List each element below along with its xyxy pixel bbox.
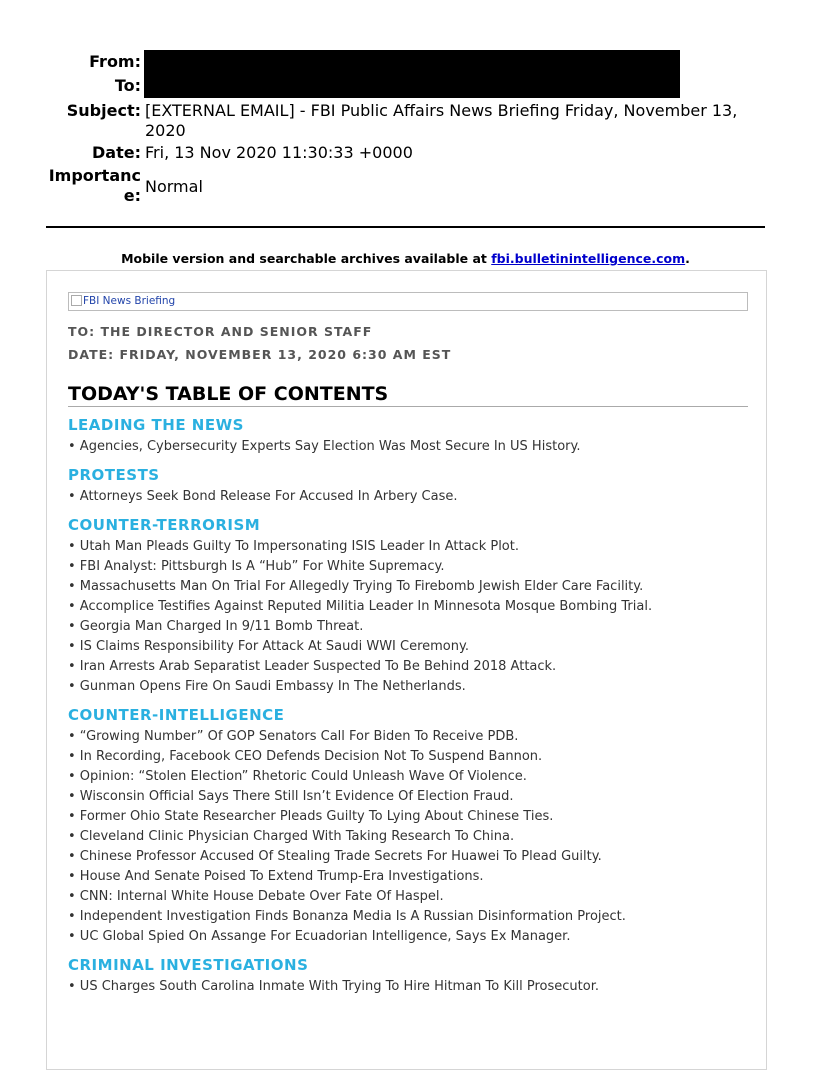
list-item[interactable]: • UC Global Spied On Assange For Ecuadorian Intelligence, Says Ex Manager. bbox=[68, 929, 571, 944]
importance-label-line2: e: bbox=[123, 186, 141, 205]
to-line: TO: THE DIRECTOR AND SENIOR STAFF bbox=[68, 324, 373, 339]
list-item[interactable]: • Attorneys Seek Bond Release For Accused In Arbery Case. bbox=[68, 489, 458, 504]
importance-label-line1: Importanc bbox=[48, 166, 141, 185]
section-protests[interactable]: PROTESTS bbox=[68, 466, 160, 484]
list-item[interactable]: • Independent Investigation Finds Bonanza Media Is A Russian Disinformation Project. bbox=[68, 909, 626, 924]
list-item[interactable]: • “Growing Number” Of GOP Senators Call For Biden To Receive PDB. bbox=[68, 729, 519, 744]
banner-alt-text: FBI News Briefing bbox=[83, 295, 176, 307]
mobile-period: . bbox=[685, 251, 690, 266]
broken-image-icon bbox=[71, 295, 82, 306]
date-line: DATE: FRIDAY, NOVEMBER 13, 2020 6:30 AM EST bbox=[68, 347, 452, 362]
list-item[interactable]: • Former Ohio State Researcher Pleads Guilty To Lying About Chinese Ties. bbox=[68, 809, 554, 824]
mobile-text: Mobile version and searchable archives available at bbox=[121, 251, 492, 266]
importance-value: Normal bbox=[145, 177, 203, 196]
list-item[interactable]: • FBI Analyst: Pittsburgh Is A “Hub” For White Supremacy. bbox=[68, 559, 445, 574]
toc-title: TODAY'S TABLE OF CONTENTS bbox=[68, 383, 748, 407]
date-row bbox=[0, 143, 816, 163]
list-item[interactable]: • In Recording, Facebook CEO Defends Decision Not To Suspend Bannon. bbox=[68, 749, 543, 764]
list-item[interactable]: • CNN: Internal White House Debate Over Fate Of Haspel. bbox=[68, 889, 444, 904]
list-item[interactable]: • IS Claims Responsibility For Attack At Saudi WWI Ceremony. bbox=[68, 639, 469, 654]
list-item[interactable]: • Gunman Opens Fire On Saudi Embassy In The Netherlands. bbox=[68, 679, 466, 694]
fbi-news-briefing-banner[interactable] bbox=[68, 292, 748, 311]
subject-value: [EXTERNAL EMAIL] - FBI Public Affairs News Briefing Friday, November 13, 2020 bbox=[145, 101, 738, 140]
list-item[interactable]: • Agencies, Cybersecurity Experts Say Election Was Most Secure In US History. bbox=[68, 439, 581, 454]
list-item[interactable]: • Cleveland Clinic Physician Charged With Taking Research To China. bbox=[68, 829, 515, 844]
subject-row bbox=[0, 101, 816, 141]
subject-label: Subject: bbox=[66, 101, 141, 120]
list-item[interactable]: • Chinese Professor Accused Of Stealing Trade Secrets For Huawei To Plead Guilty. bbox=[68, 849, 602, 864]
mobile-version-line bbox=[46, 251, 765, 266]
section-counter-intelligence[interactable]: COUNTER-INTELLIGENCE bbox=[68, 706, 285, 724]
list-item[interactable]: • Utah Man Pleads Guilty To Impersonating ISIS Leader In Attack Plot. bbox=[68, 539, 519, 554]
section-counter-terrorism[interactable]: COUNTER-TERRORISM bbox=[68, 516, 261, 534]
section-leading-the-news[interactable]: LEADING THE NEWS bbox=[68, 416, 244, 434]
list-item[interactable]: • Georgia Man Charged In 9/11 Bomb Threat. bbox=[68, 619, 364, 634]
section-criminal-investigations[interactable]: CRIMINAL INVESTIGATIONS bbox=[68, 956, 309, 974]
list-item[interactable]: • Wisconsin Official Says There Still Isn’t Evidence Of Election Fraud. bbox=[68, 789, 514, 804]
list-item[interactable]: • Opinion: “Stolen Election” Rhetoric Could Unleash Wave Of Violence. bbox=[68, 769, 527, 784]
list-item[interactable]: • Massachusetts Man On Trial For Allegedly Trying To Firebomb Jewish Elder Care Facility. bbox=[68, 579, 644, 594]
date-label: Date: bbox=[92, 143, 141, 162]
list-item[interactable]: • House And Senate Poised To Extend Trump-Era Investigations. bbox=[68, 869, 484, 884]
archive-link[interactable]: fbi.bulletinintelligence.com bbox=[491, 251, 686, 266]
header-divider bbox=[46, 226, 765, 228]
list-item[interactable]: • Iran Arrests Arab Separatist Leader Suspected To Be Behind 2018 Attack. bbox=[68, 659, 557, 674]
list-item[interactable]: • Accomplice Testifies Against Reputed Militia Leader In Minnesota Mosque Bombing Trial. bbox=[68, 599, 653, 614]
from-label: From: bbox=[89, 52, 141, 71]
redaction-block bbox=[144, 50, 680, 98]
list-item[interactable]: • US Charges South Carolina Inmate With Trying To Hire Hitman To Kill Prosecutor. bbox=[68, 979, 599, 994]
date-value: Fri, 13 Nov 2020 11:30:33 +0000 bbox=[145, 143, 413, 162]
importance-label bbox=[0, 166, 144, 206]
to-label: To: bbox=[114, 76, 141, 95]
importance-row bbox=[0, 166, 816, 206]
